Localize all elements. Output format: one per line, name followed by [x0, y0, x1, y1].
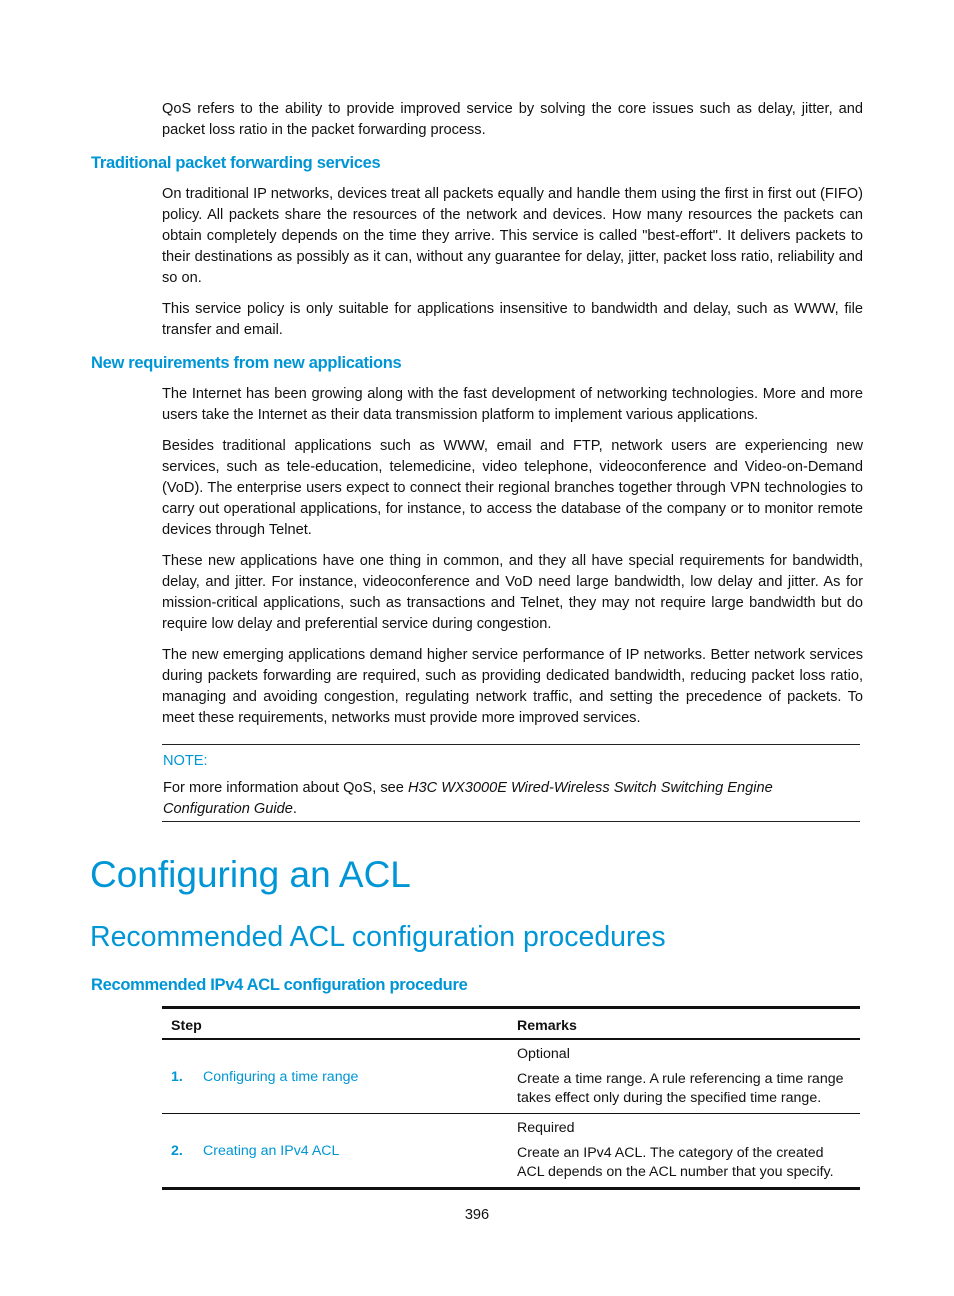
step-cell	[162, 1039, 508, 1114]
section-title: Recommended ACL configuration procedures	[90, 921, 666, 953]
step-link-time-range[interactable]: Configuring a time range	[203, 1068, 359, 1085]
header-remarks: Remarks	[517, 1018, 577, 1034]
table-row	[162, 1039, 860, 1114]
subsection-title: Recommended IPv4 ACL configuration procedure	[91, 976, 468, 994]
note-label: NOTE:	[163, 753, 208, 769]
remark-status: Optional	[517, 1046, 570, 1062]
chapter-title: Configuring an ACL	[90, 854, 411, 895]
step-link-ipv4-acl[interactable]: Creating an IPv4 ACL	[203, 1142, 340, 1159]
header-step: Step	[171, 1018, 202, 1034]
paragraph: On traditional IP networks, devices treat all packets equally and handle them using the first in first out (FIFO) policy. All packets share the resources of the network and devices. How many resources the packets can obtain completely depends on the time they arrive. This service is called "best-effort". It delivers packets to their destinations as possibly as it can, without any guarantee for delay, jitter, packet loss ratio, reliability and so on.	[162, 186, 863, 286]
procedure-table	[162, 1006, 860, 1190]
paragraph: Besides traditional applications such as WWW, email and FTP, network users are experiencing new services, such as tele-education, telemedicine, video telephone, videoconference and Video-on-Demand (VoD). The enterprise users expect to connect their regional branches together through VPN technologies to carry out operational applications, for instance, to access the database of the company or to monitor remote devices through Telnet.	[162, 438, 863, 538]
note-text-prefix: For more information about QoS, see	[163, 780, 408, 796]
paragraph: The new emerging applications demand higher service performance of IP networks. Better network services during packets forwarding are required, such as providing dedicated bandwidth, reducing packet loss ratio, managing and avoiding congestion, regulating network traffic, and setting the precedence of packets. To meet these requirements, networks must provide more improved services.	[162, 647, 863, 726]
remarks-cell	[508, 1039, 860, 1114]
remarks-cell	[508, 1114, 860, 1189]
paragraph: This service policy is only suitable for applications insensitive to bandwidth and delay, such as WWW, file transfer and email.	[162, 301, 863, 338]
paragraph: The Internet has been growing along with the fast development of networking technologies. More and more users take the Internet as their data transmission platform to implement various applications.	[162, 386, 863, 423]
remark-text: Create an IPv4 ACL. The category of the created ACL depends on the ACL number that you specify.	[517, 1145, 834, 1180]
note-top-rule	[162, 744, 860, 745]
section-heading-traditional: Traditional packet forwarding services	[91, 154, 381, 172]
remark-status: Required	[517, 1120, 575, 1136]
note-guide-title: H3C WX3000E Wired-Wireless Switch Switching Engine Configuration Guide	[163, 780, 773, 817]
table-row	[162, 1114, 860, 1189]
page-number: 396	[464, 1207, 490, 1223]
table-header-row	[162, 1008, 860, 1040]
step-cell	[162, 1114, 508, 1189]
paragraph: These new applications have one thing in common, and they all have special requirements for bandwidth, delay, and jitter. For instance, videoconference and VoD need large bandwidth, low delay and jitter. As for mission-critical applications, such as transactions and Telnet, they may not require large bandwidth but do require low delay and preferential service during congestion.	[162, 553, 863, 632]
step-number: 1.	[171, 1068, 183, 1085]
step-number: 2.	[171, 1142, 183, 1159]
remark-text: Create a time range. A rule referencing a time range takes effect only during the specified time range.	[517, 1071, 844, 1106]
intro-paragraph: QoS refers to the ability to provide improved service by solving the core issues such as delay, jitter, and packet loss ratio in the packet forwarding process.	[162, 101, 863, 138]
note-bottom-rule	[162, 821, 860, 822]
section-heading-new-requirements: New requirements from new applications	[91, 354, 402, 372]
note-text-suffix: .	[292, 801, 297, 817]
note-text	[163, 778, 853, 820]
